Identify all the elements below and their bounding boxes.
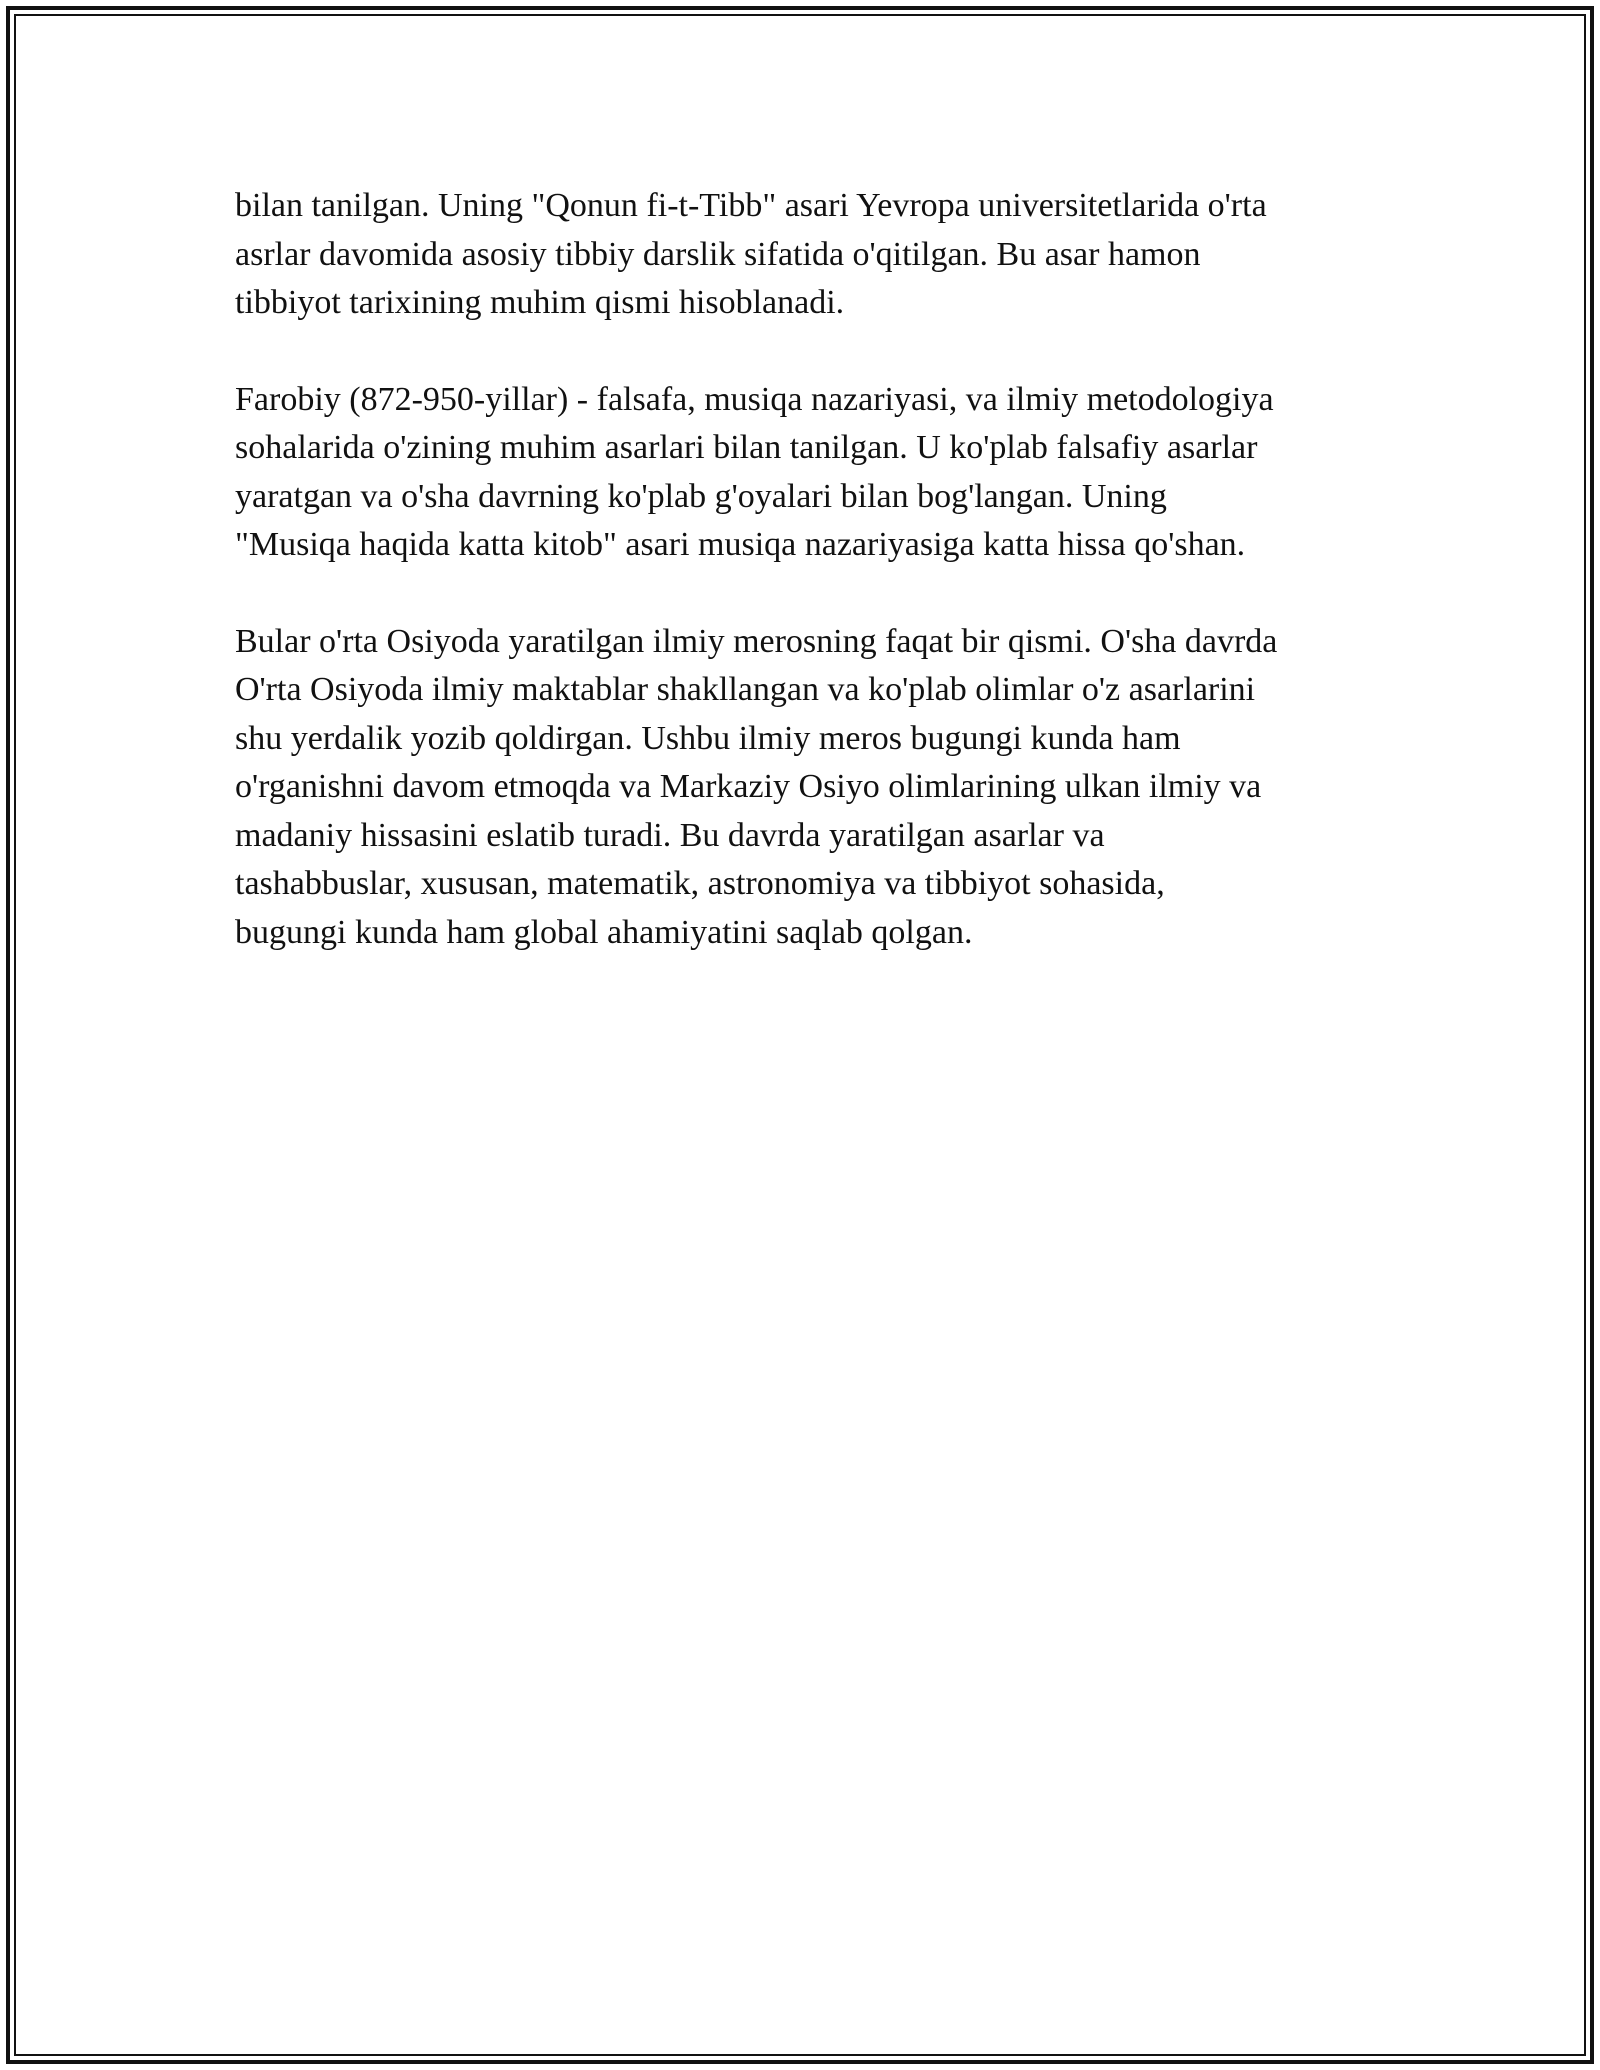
document-body [235, 182, 1385, 1005]
text-line: shu yerdalik yozib qoldirgan. Ushbu ilmiy meros bugungi kunda ham [235, 719, 1181, 757]
paragraph-ibn-sino-canon [235, 182, 1385, 328]
text-line: "Musiqa haqida katta kitob" asari musiqa nazariyasiga katta hissa qo'shan. [235, 526, 1246, 563]
text-line: Farobiy (872-950-yillar) - falsafa, musiqa nazariyasi, va ilmiy metodologiya [235, 380, 1274, 418]
text-line: tashabbuslar, xususan, matematik, astronomiya va tibbiyot sohasida, [235, 865, 1165, 902]
text-line: bugungi kunda ham global ahamiyatini saqlab qolgan. [235, 913, 973, 951]
text-line: tibbiyot tarixining muhim qismi hisoblanadi. [235, 284, 845, 321]
text-line: O'rta Osiyoda ilmiy maktablar shakllangan va ko'plab olimlar o'z asarlarini [235, 671, 1256, 708]
text-line: yaratgan va o'sha davrning ko'plab g'oyalari bilan bog'langan. Uning [235, 477, 1167, 515]
text-line: asrlar davomida asosiy tibbiy darslik sifatida o'qitilgan. Bu asar hamon [235, 235, 1201, 273]
text-line: Bular o'rta Osiyoda yaratilgan ilmiy merosning faqat bir qismi. O'sha davrda [235, 622, 1278, 660]
paragraph-farobiy [235, 376, 1385, 570]
text-line: sohalarida o'zining muhim asarlari bilan tanilgan. U ko'plab falsafiy asarlar [235, 429, 1258, 466]
paragraph-scientific-heritage [235, 618, 1385, 958]
text-line: bilan tanilgan. Uning "Qonun fi-t-Tibb" asari Yevropa universitetlarida o'rta [235, 187, 1267, 224]
text-line: madaniy hissasini eslatib turadi. Bu davrda yaratilgan asarlar va [235, 816, 1105, 854]
text-line: o'rganishni davom etmoqda va Markaziy Osiyo olimlarining ulkan ilmiy va [235, 768, 1262, 805]
